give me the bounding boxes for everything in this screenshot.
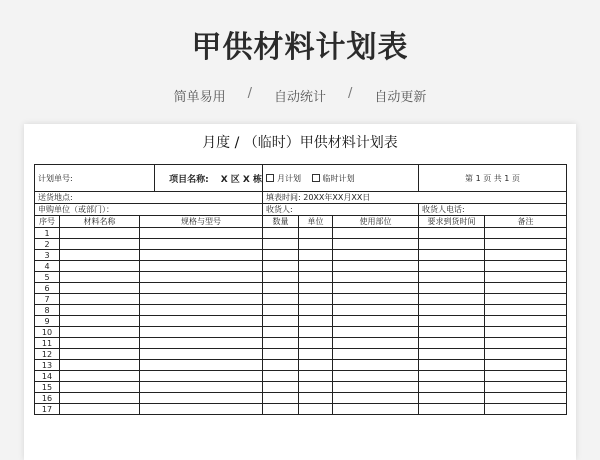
table-cell[interactable] [485,250,567,261]
table-cell[interactable] [263,327,299,338]
table-cell[interactable] [485,239,567,250]
table-cell[interactable] [60,349,140,360]
table-cell[interactable] [299,327,333,338]
monthly-plan-checkbox[interactable] [266,174,301,183]
table-cell[interactable] [419,272,485,283]
table-row [35,250,567,261]
table-row [35,305,567,316]
table-cell[interactable] [60,250,140,261]
table-cell[interactable] [60,261,140,272]
row-number[interactable]: 3 [35,250,60,261]
column-header: 单位 [299,216,333,228]
row-number[interactable]: 6 [35,283,60,294]
table-cell[interactable] [333,360,419,371]
table-cell[interactable] [299,239,333,250]
row-number[interactable]: 7 [35,294,60,305]
temp-plan-label: 临时计划 [322,173,355,183]
table-cell[interactable] [419,283,485,294]
row-number[interactable]: 2 [35,239,60,250]
row-number[interactable]: 10 [35,327,60,338]
table-cell[interactable] [263,305,299,316]
table-cell[interactable] [140,272,263,283]
table-cell[interactable] [485,349,567,360]
table-cell[interactable] [60,393,140,404]
row-number[interactable]: 13 [35,360,60,371]
column-header: 备注 [485,216,567,228]
project-value: X 区 X 栋 [220,174,262,185]
plan-table [34,164,567,415]
table-cell[interactable] [263,316,299,327]
table-cell[interactable] [60,404,140,415]
table-cell[interactable] [299,228,333,239]
table-cell[interactable] [299,371,333,382]
table-cell[interactable] [60,316,140,327]
row-number[interactable]: 14 [35,371,60,382]
table-cell[interactable] [299,349,333,360]
page-info: 第 1 页 共 1 页 [419,165,567,192]
table-cell[interactable] [419,261,485,272]
table-cell[interactable] [485,305,567,316]
table-cell[interactable] [60,382,140,393]
table-cell[interactable] [419,404,485,415]
table-cell[interactable] [140,382,263,393]
table-row [35,239,567,250]
receiver-phone-label: 收货人电话: [419,204,567,216]
table-cell[interactable] [60,272,140,283]
row-number[interactable]: 12 [35,349,60,360]
table-cell[interactable] [485,272,567,283]
feature-tags [0,86,600,105]
table-cell[interactable] [485,360,567,371]
table-cell[interactable] [485,261,567,272]
table-row [35,283,567,294]
column-header: 序号 [35,216,60,228]
table-cell[interactable] [333,283,419,294]
table-cell[interactable] [485,393,567,404]
table-cell[interactable] [140,228,263,239]
table-cell[interactable] [140,305,263,316]
sheet-title: 月度 / （临时）甲供材料计划表 [202,135,398,151]
table-cell[interactable] [419,338,485,349]
table-cell[interactable] [263,228,299,239]
table-row [35,349,567,360]
table-cell[interactable] [333,294,419,305]
table-cell[interactable] [263,283,299,294]
row-number[interactable]: 11 [35,338,60,349]
row-number[interactable]: 4 [35,261,60,272]
row-number[interactable]: 5 [35,272,60,283]
table-row [35,272,567,283]
table-cell[interactable] [299,393,333,404]
temp-plan-checkbox[interactable] [312,174,355,183]
table-cell[interactable] [299,250,333,261]
table-cell[interactable] [60,239,140,250]
table-cell[interactable] [333,338,419,349]
table-cell[interactable] [333,371,419,382]
row-number[interactable]: 9 [35,316,60,327]
row-number[interactable]: 16 [35,393,60,404]
table-cell[interactable] [263,382,299,393]
table-cell[interactable] [263,360,299,371]
table-cell[interactable] [140,393,263,404]
table-cell[interactable] [140,404,263,415]
row-number[interactable]: 15 [35,382,60,393]
table-cell[interactable] [140,327,263,338]
table-cell[interactable] [299,305,333,316]
table-cell[interactable] [263,404,299,415]
table-cell[interactable] [485,228,567,239]
table-cell[interactable] [485,327,567,338]
table-row [35,371,567,382]
table-cell[interactable] [140,239,263,250]
table-cell[interactable] [419,371,485,382]
table-cell[interactable] [485,371,567,382]
table-cell[interactable] [263,239,299,250]
tag-easy: 简单易用 [173,90,226,105]
table-cell[interactable] [419,393,485,404]
table-cell[interactable] [299,338,333,349]
table-cell[interactable] [333,316,419,327]
table-cell[interactable] [263,371,299,382]
column-header: 规格与型号 [140,216,263,228]
table-cell[interactable] [299,294,333,305]
table-row [35,316,567,327]
address-label: 送货地点: [35,192,263,204]
table-cell[interactable] [299,360,333,371]
table-cell[interactable] [263,393,299,404]
table-cell[interactable] [485,283,567,294]
table-cell[interactable] [299,283,333,294]
tag-separator: / [348,86,353,101]
table-cell[interactable] [333,327,419,338]
table-cell[interactable] [60,371,140,382]
table-cell[interactable] [140,250,263,261]
table-cell[interactable] [140,283,263,294]
table-cell[interactable] [419,382,485,393]
table-cell[interactable] [60,360,140,371]
table-row [35,294,567,305]
table-cell[interactable] [419,239,485,250]
table-cell[interactable] [419,316,485,327]
table-cell[interactable] [299,382,333,393]
column-header: 使用部位 [333,216,419,228]
table-cell[interactable] [419,228,485,239]
plan-no-label: 计划单号: [38,173,73,183]
table-cell[interactable] [419,327,485,338]
table-cell[interactable] [60,228,140,239]
monthly-plan-label: 月计划 [277,173,301,183]
tag-separator: / [247,86,252,101]
table-row [35,360,567,371]
table-row [35,404,567,415]
row-number[interactable]: 17 [35,404,60,415]
table-header [35,216,567,228]
table-row [35,261,567,272]
table-cell[interactable] [419,360,485,371]
row-number[interactable]: 1 [35,228,60,239]
table-cell[interactable] [263,261,299,272]
table-cell[interactable] [299,404,333,415]
table-cell[interactable] [485,338,567,349]
row-number[interactable]: 8 [35,305,60,316]
table-cell[interactable] [60,338,140,349]
table-row [35,338,567,349]
table-cell[interactable] [333,261,419,272]
table-cell[interactable] [419,305,485,316]
project-label: 项目名称: [169,174,209,185]
table-cell[interactable] [299,272,333,283]
table-cell[interactable] [333,250,419,261]
spreadsheet-preview [24,124,576,460]
column-header: 要求到货时间 [419,216,485,228]
table-cell[interactable] [140,371,263,382]
table-row [35,382,567,393]
table-cell[interactable] [333,382,419,393]
column-header: 材料名称 [60,216,140,228]
tag-auto-update: 自动更新 [374,90,427,105]
table-cell[interactable] [263,294,299,305]
table-cell[interactable] [140,316,263,327]
table-cell[interactable] [419,250,485,261]
table-cell[interactable] [333,239,419,250]
table-cell[interactable] [140,261,263,272]
fill-time: 填表时间: 20XX年XX月XX日 [263,192,567,204]
table-cell[interactable] [263,338,299,349]
table-cell[interactable] [60,294,140,305]
receiver-label: 收货人: [263,204,419,216]
table-cell[interactable] [140,294,263,305]
table-cell[interactable] [485,382,567,393]
table-cell[interactable] [485,404,567,415]
table-cell[interactable] [419,349,485,360]
dept-label: 申购单位（或部门）： [35,204,263,216]
table-cell[interactable] [263,250,299,261]
column-header: 数量 [263,216,299,228]
table-cell[interactable] [140,360,263,371]
table-row [35,228,567,239]
table-cell[interactable] [333,272,419,283]
table-cell[interactable] [299,316,333,327]
table-cell[interactable] [299,261,333,272]
table-cell[interactable] [485,294,567,305]
table-cell[interactable] [485,316,567,327]
table-cell[interactable] [60,305,140,316]
table-cell[interactable] [333,349,419,360]
table-cell[interactable] [263,349,299,360]
page-title: 甲供材料计划表 [191,30,409,65]
table-cell[interactable] [419,294,485,305]
table-cell[interactable] [333,305,419,316]
table-cell[interactable] [263,272,299,283]
table-cell[interactable] [60,327,140,338]
table-row [35,393,567,404]
table-cell[interactable] [333,228,419,239]
tag-auto-stat: 自动统计 [273,90,326,105]
table-cell[interactable] [60,283,140,294]
table-row [35,327,567,338]
table-cell[interactable] [140,349,263,360]
table-cell[interactable] [333,404,419,415]
table-cell[interactable] [140,338,263,349]
table-cell[interactable] [333,393,419,404]
